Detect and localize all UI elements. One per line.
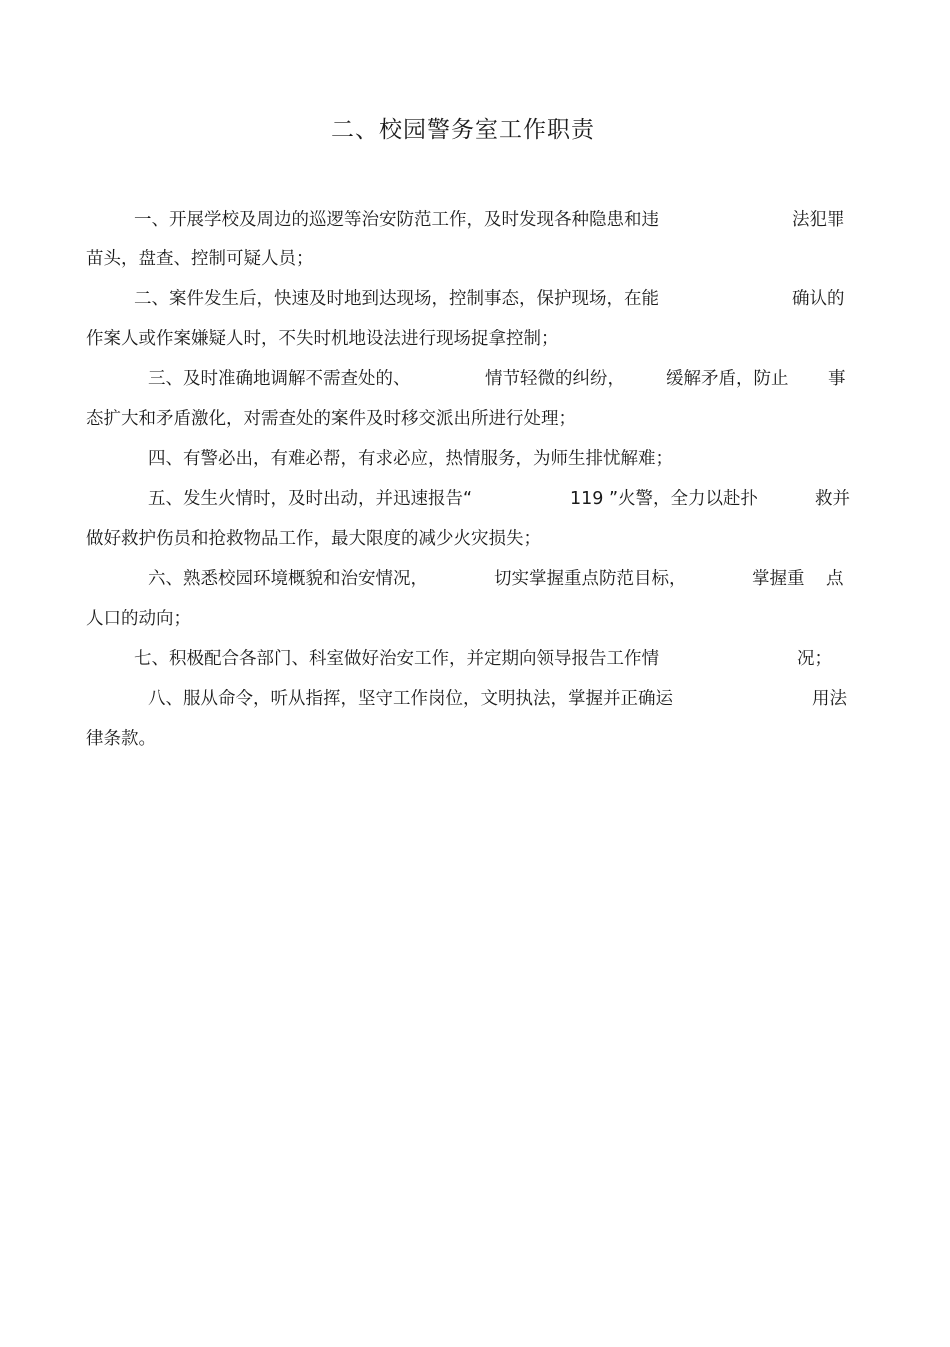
duty-6-line-2 xyxy=(86,606,191,632)
duty-3-line-1-c xyxy=(666,366,789,392)
duty-2-text: 二、案件发生后，快速及时地到达现场，控制事态，保护现场，在能 xyxy=(134,289,659,309)
duty-7-line-1 xyxy=(134,646,659,672)
duty-6-line-1-d xyxy=(826,566,844,592)
duty-4-text: 四、有警必出，有难必帮，有求必应，热情服务，为师生排忧解难； xyxy=(148,449,673,469)
duty-3-line-1 xyxy=(148,366,411,392)
duty-1-line-1-tail xyxy=(792,207,845,233)
duty-8-line-1-tail xyxy=(812,686,847,712)
duty-8-text-cont: 律条款。 xyxy=(86,729,156,749)
duty-3-text-cont: 态扩大和矛盾激化，对需查处的案件及时移交派出所进行处理； xyxy=(86,409,576,429)
duty-5-line-2 xyxy=(86,526,541,552)
duty-5-line-1 xyxy=(148,486,472,512)
duty-8-line-2 xyxy=(86,726,156,752)
duty-5-text-c: 救并 xyxy=(815,489,850,509)
duty-2-line-1 xyxy=(134,286,659,312)
duty-8-line-1 xyxy=(148,686,673,712)
duty-8-text: 八、服从命令，听从指挥，坚守工作岗位，文明执法，掌握并正确运 xyxy=(148,689,673,709)
document-title: 二、校园警务室工作职责 xyxy=(331,117,595,143)
duty-6-line-1-b xyxy=(494,566,687,592)
duty-1-line-1 xyxy=(134,207,659,233)
duty-5-line-1-c xyxy=(815,486,850,512)
duty-3-text-b: 情节轻微的纠纷， xyxy=(485,369,625,389)
duty-1-text: 一、开展学校及周边的巡逻等治安防范工作，及时发现各种隐患和违 xyxy=(134,210,659,230)
duty-7-line-1-tail xyxy=(797,646,832,672)
duty-6-text-d: 点 xyxy=(826,569,844,589)
duty-6-line-1-c xyxy=(752,566,805,592)
duty-7-text: 七、积极配合各部门、科室做好治安工作，并定期向领导报告工作情 xyxy=(134,649,659,669)
duty-5-text: 五、发生火情时，及时出动，并迅速报告“ xyxy=(148,489,473,509)
duty-3-text-d: 事 xyxy=(828,369,846,389)
duty-3-line-1-b xyxy=(485,366,625,392)
duty-2-text-tail: 确认的 xyxy=(792,289,845,309)
duty-3-text: 三、及时准确地调解不需查处的、 xyxy=(148,369,411,389)
duty-1-line-2 xyxy=(86,246,314,272)
duty-2-line-1-tail xyxy=(792,286,845,312)
duty-6-line-1 xyxy=(148,566,428,592)
duty-1-text-cont: 苗头，盘查、控制可疑人员； xyxy=(86,249,314,269)
duty-5-text-b: 119 ”火警，全力以赴扑 xyxy=(570,489,759,509)
duty-3-line-2 xyxy=(86,406,576,432)
duty-5-line-1-b xyxy=(570,486,758,512)
duty-6-text-b: 切实掌握重点防范目标， xyxy=(494,569,687,589)
duty-3-line-1-d xyxy=(828,366,846,392)
duty-4-line-1 xyxy=(148,446,673,472)
duty-6-text-cont: 人口的动向； xyxy=(86,609,191,629)
duty-2-line-2 xyxy=(86,326,559,352)
duty-8-text-tail: 用法 xyxy=(812,689,847,709)
duty-5-text-cont: 做好救护伤员和抢救物品工作，最大限度的减少火灾损失； xyxy=(86,529,541,549)
duty-3-text-c: 缓解矛盾，防止 xyxy=(666,369,789,389)
duty-6-text: 六、熟悉校园环境概貌和治安情况， xyxy=(148,569,428,589)
duty-1-text-tail: 法犯罪 xyxy=(792,210,845,230)
duty-2-text-cont: 作案人或作案嫌疑人时，不失时机地设法进行现场捉拿控制； xyxy=(86,329,559,349)
duty-6-text-c: 掌握重 xyxy=(752,569,805,589)
duty-7-text-tail: 况； xyxy=(797,649,832,669)
